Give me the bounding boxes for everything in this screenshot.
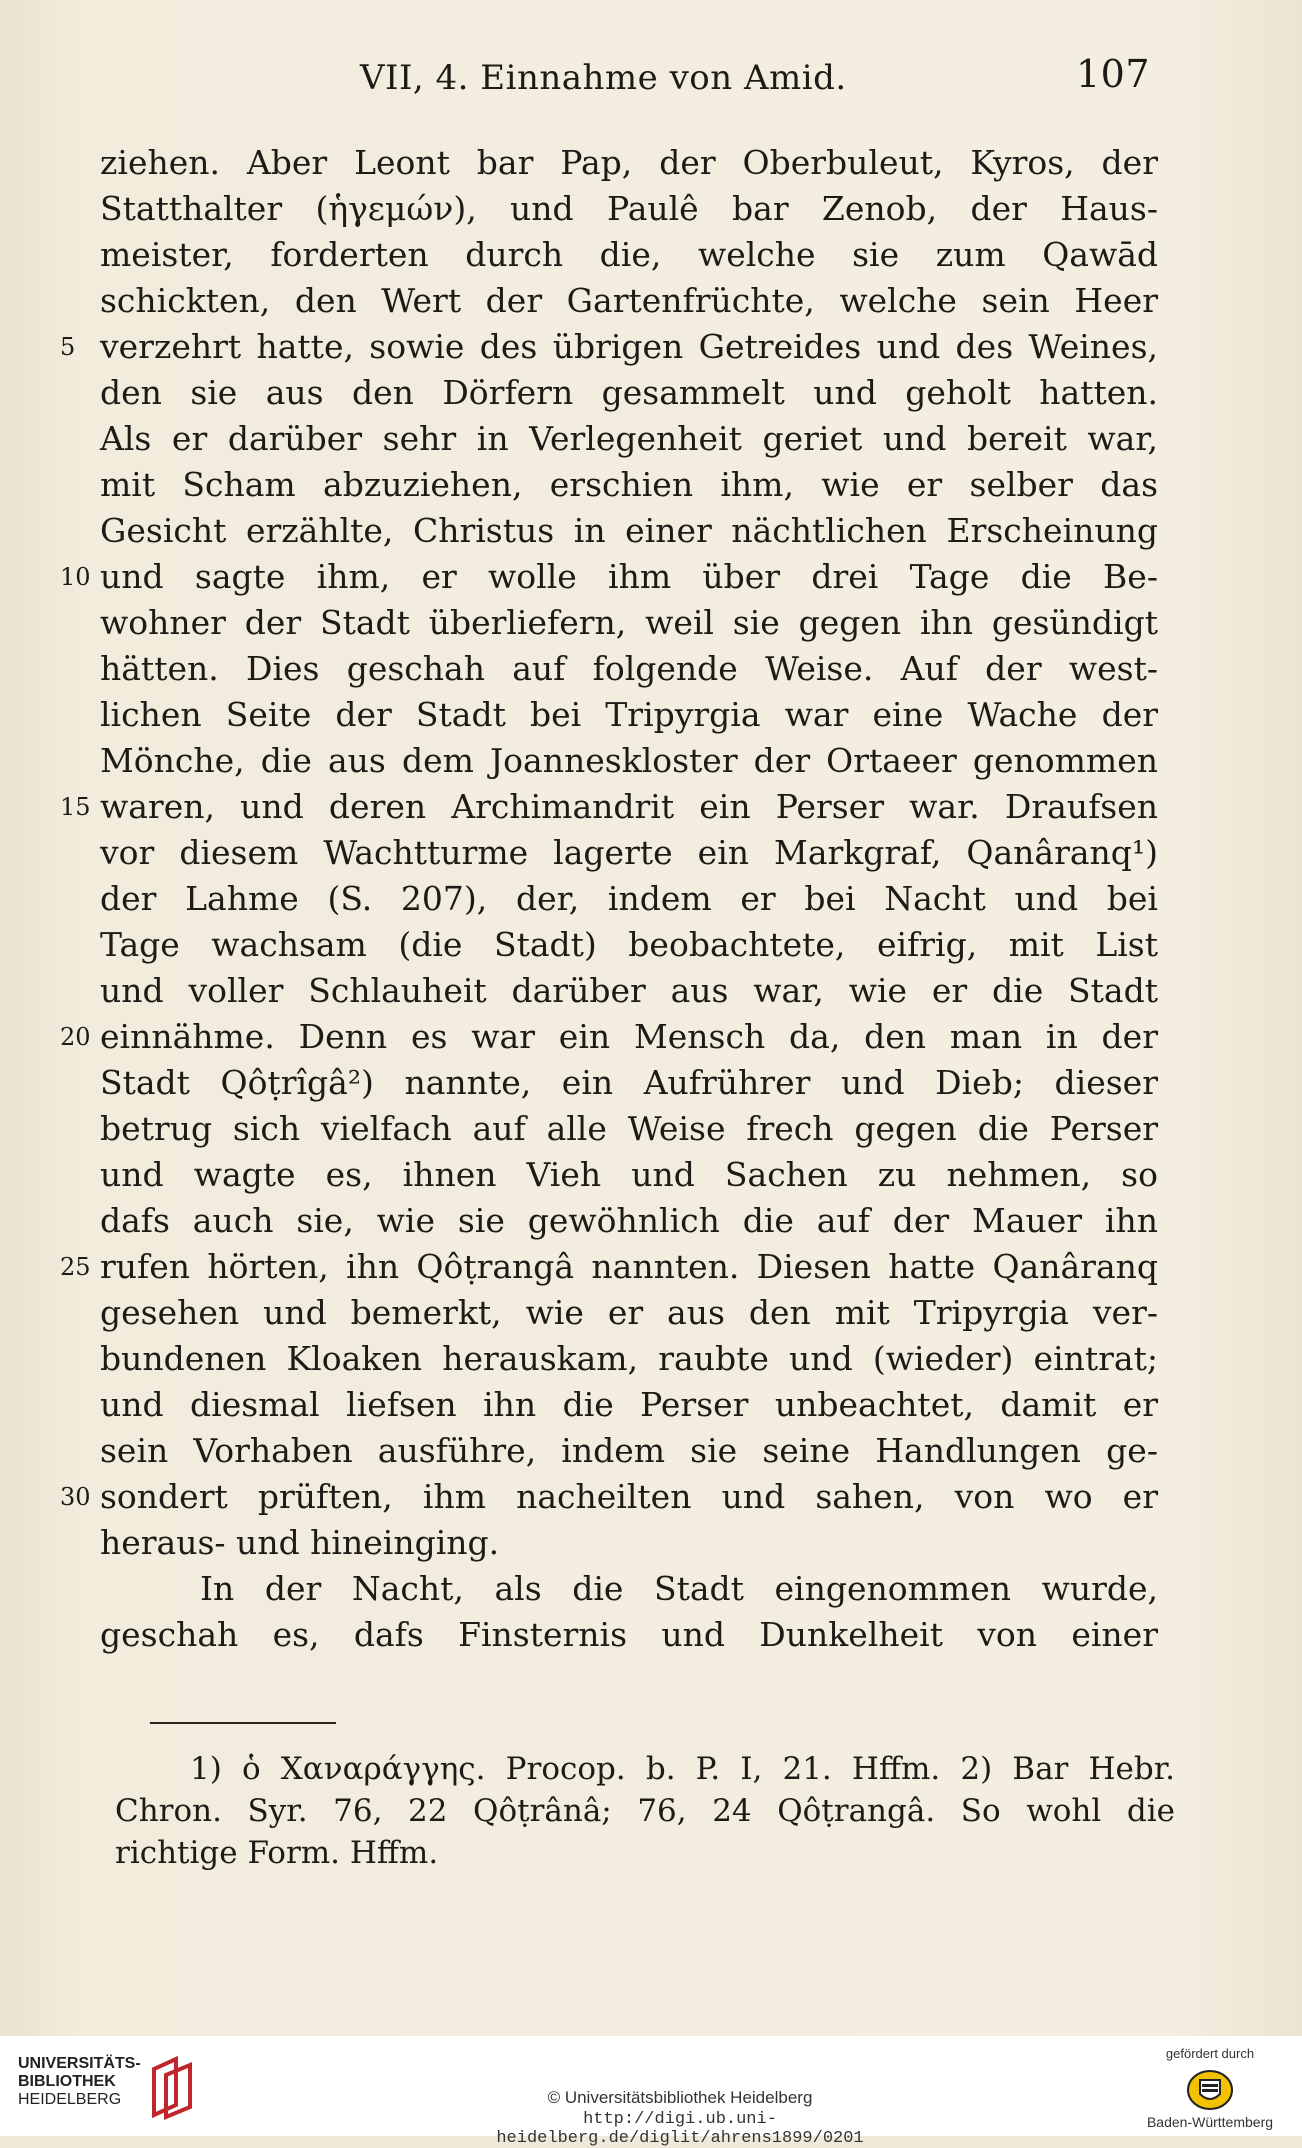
text-line: dafs auch sie, wie sie gewöhnlich die auf der Mauer ihn — [100, 1201, 1158, 1240]
permalink[interactable]: http://digi.ub.uni-heidelberg.de/diglit/ahrens1899/0201 — [496, 2110, 864, 2148]
text-line: geschah es, dafs Finsternis und Dunkelheit von einer — [100, 1615, 1158, 1654]
library-name-line1: UNIVERSITÄTS- — [18, 2055, 141, 2072]
text-line: betrug sich vielfach auf alle Weise frech gegen die Perser — [100, 1109, 1158, 1148]
text-line: verzehrt hatte, sowie des übrigen Getreides und des Weines, — [100, 327, 1158, 366]
text-line: rufen hörten, ihn Qôṭrangâ nannten. Diesen hatte Qanâranq — [100, 1247, 1158, 1286]
text-line: gesehen und bemerkt, wie er aus den mit Tripyrgia ver- — [100, 1293, 1158, 1332]
text-line: mit Scham abzuziehen, erschien ihm, wie er selber das — [100, 465, 1158, 504]
sponsor-name: Baden-Württemberg — [1146, 2114, 1274, 2130]
text-line: wohner der Stadt überliefern, weil sie gegen ihn gesündigt — [100, 603, 1158, 642]
text-line: schickten, den Wert der Gartenfrüchte, welche sein Heer — [100, 281, 1158, 320]
text-line: bundenen Kloaken herauskam, raubte und (wieder) eintrat; — [100, 1339, 1158, 1378]
line-number: 10 — [60, 563, 91, 591]
text-line: Mönche, die aus dem Joanneskloster der Ortaeer genommen — [100, 741, 1158, 780]
footnote-line: 1) ὁ Χαναράγγης. Procop. b. P. I, 21. Hffm. 2) Bar Hebr. — [190, 1751, 1175, 1787]
text-line: sein Vorhaben ausführe, indem sie seine Handlungen ge- — [100, 1431, 1158, 1470]
running-title: VII, 4. Einnahme von Amid. — [360, 58, 847, 98]
text-line: und sagte ihm, er wolle ihm über drei Tage die Be- — [100, 557, 1158, 596]
text-line: der Lahme (S. 207), der, indem er bei Nacht und bei — [100, 879, 1158, 918]
running-header — [340, 52, 1150, 102]
sponsor-block — [1130, 2040, 1290, 2134]
text-line: und wagte es, ihnen Vieh und Sachen zu nehmen, so — [100, 1155, 1158, 1194]
library-name-line2: BIBLIOTHEK — [18, 2073, 116, 2090]
footnote-line: Chron. Syr. 76, 22 Qôṭrânâ; 76, 24 Qôṭrangâ. So wohl die — [115, 1793, 1175, 1829]
text-line: Gesicht erzählte, Christus in einer nächtlichen Erscheinung — [100, 511, 1158, 550]
text-line: In der Nacht, als die Stadt eingenommen wurde, — [200, 1569, 1158, 1608]
text-line: einnähme. Denn es war ein Mensch da, den man in der — [100, 1017, 1158, 1056]
text-line: ziehen. Aber Leont bar Pap, der Oberbuleut, Kyros, der — [100, 143, 1158, 182]
line-number: 30 — [60, 1483, 91, 1511]
text-line: Statthalter (ἡγεμών), und Paulê bar Zenob, der Haus- — [100, 189, 1158, 228]
text-line: den sie aus den Dörfern gesammelt und geholt hatten. — [100, 373, 1158, 412]
text-line: hätten. Dies geschah auf folgende Weise. Auf der west- — [100, 649, 1158, 688]
copyright-notice: © Universitätsbibliothek Heidelberg — [547, 2088, 813, 2107]
library-name-line3: HEIDELBERG — [18, 2091, 122, 2108]
text-line: heraus- und hineinging. — [100, 1523, 500, 1562]
line-number: 5 — [60, 333, 76, 361]
line-number: 20 — [60, 1023, 91, 1051]
text-line: Stadt Qôṭrîgâ²) nannte, ein Aufrührer und Dieb; dieser — [100, 1063, 1158, 1102]
footnote-rule — [150, 1722, 336, 1724]
text-line: und diesmal liefsen ihn die Perser unbeachtet, damit er — [100, 1385, 1158, 1424]
library-emblem-icon — [146, 2055, 198, 2121]
text-line: lichen Seite der Stadt bei Tripyrgia war eine Wache der — [100, 695, 1158, 734]
text-line: Tage wachsam (die Stadt) beobachtete, eifrig, mit List — [100, 925, 1158, 964]
library-logo[interactable] — [18, 2055, 188, 2121]
coat-of-arms-icon — [1185, 2068, 1235, 2112]
sponsor-caption: gefördert durch — [1165, 2046, 1255, 2061]
text-line: und voller Schlauheit darüber aus war, wie er die Stadt — [100, 971, 1158, 1010]
text-line: vor diesem Wachtturme lagerte ein Markgraf, Qanâranq¹) — [100, 833, 1158, 872]
footnote-line: richtige Form. Hffm. — [115, 1835, 439, 1871]
line-number: 15 — [60, 793, 91, 821]
text-line: Als er darüber sehr in Verlegenheit geriet und bereit war, — [100, 419, 1158, 458]
page-number: 107 — [1075, 52, 1150, 96]
text-line: meister, forderten durch die, welche sie zum Qawād — [100, 235, 1158, 274]
line-number: 25 — [60, 1253, 91, 1281]
text-line: waren, und deren Archimandrit ein Perser war. Draufsen — [100, 787, 1158, 826]
text-line: sondert prüften, ihm nacheilten und sahen, von wo er — [100, 1477, 1158, 1516]
